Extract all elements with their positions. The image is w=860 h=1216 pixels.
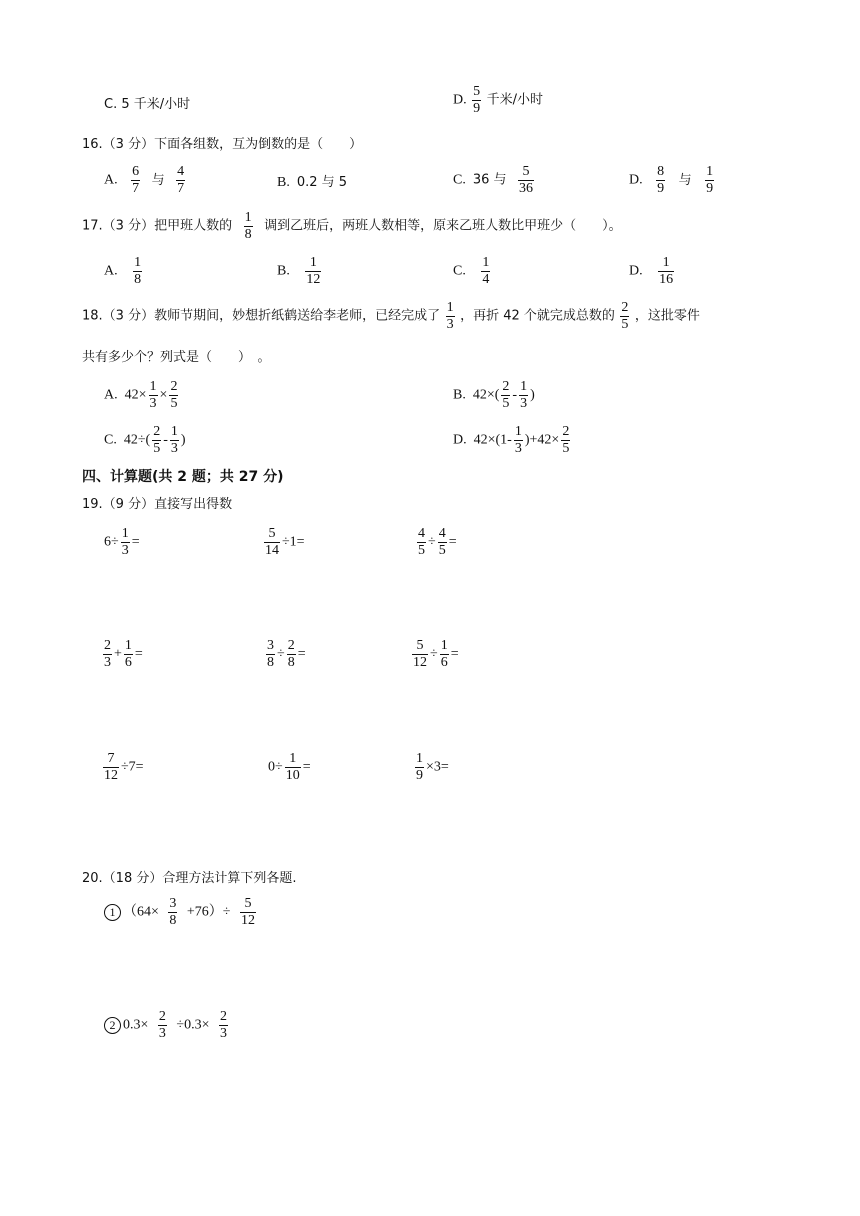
q17-stem: 17.（3 分）把甲班人数的 $\frac{1}{8}$ 调到乙班后，两班人数相等，原来乙班人数比甲班少（ ）。 [82,210,622,242]
q19-expr-2: $\frac{5}{14}$ ÷1= [265,526,305,558]
q18-stem: 18.（3 分）教师节期间，妙想折纸鹤送给李老师，已经完成了 $\frac{1}{3}$ ，再折 42 个就完成总数的 $\frac{2}{5}$ ，这批零件 [82,300,700,332]
q16-option-a: A. $\frac{6}{7}$ 与 $\frac{4}{7}$ [104,164,185,196]
circled-number: 2 [104,1017,121,1034]
q15-option-d [453,84,543,117]
q15-option-d-unit: 千米/小时 [486,92,544,108]
q15-option-c: C. 5 千米/小时 [104,97,191,112]
q17-option-b: B. $\frac{1}{12}$ [277,255,321,287]
q17-option-d: D. $\frac{1}{16}$ [629,255,674,287]
q20-part-1: 1 （64× $\frac{3}{8}$ +76）÷ $\frac{5}{12}$ [104,896,258,929]
q19-expr-5: $\frac{3}{8}$ ÷ $\frac{2}{8}$ = [267,638,306,670]
q17-option-c: C. $\frac{1}{4}$ [453,255,490,287]
q19-expr-3: $\frac{4}{5}$ ÷ $\frac{4}{5}$ = [418,526,457,558]
q19-expr-4: $\frac{2}{3}$ + $\frac{1}{6}$ = [104,638,143,670]
q20-stem: 20.（18 分）合理方法计算下列各题. [82,871,297,886]
q20-part-2: 2 0.3× $\frac{2}{3}$ ÷0.3× $\frac{2}{3}$ [104,1009,230,1042]
q18-option-c: C. 42÷( $\frac{2}{5}$ - $\frac{1}{3}$ ) [104,424,186,456]
q18-option-a: A. 42× $\frac{1}{3}$ × $\frac{2}{5}$ [104,379,178,411]
q15-option-d-label: D. [453,92,467,108]
q19-expr-9: $\frac{1}{9}$ ×3= [416,751,449,783]
section-heading: 四、计算题(共 2 题；共 27 分) [82,469,284,485]
q19-expr-8: 0÷ $\frac{1}{10}$ = [268,751,311,783]
q19-expr-1: 6÷ $\frac{1}{3}$ = [104,526,140,558]
q18-option-b: B. 42×( $\frac{2}{5}$ - $\frac{1}{3}$ ) [453,379,535,411]
q18-option-d: D. 42×(1- $\frac{1}{3}$ )+42× $\frac{2}{5}$ [453,424,570,456]
q18-stem-line2: 共有多少个？列式是（ ） 。 [82,350,271,365]
q16-option-c: C. 36 与 $\frac{5}{36}$ [453,164,534,196]
q19-expr-6: $\frac{5}{12}$ ÷ $\frac{1}{6}$ = [413,638,459,670]
circled-number: 1 [104,904,121,921]
q19-stem: 19.（9 分）直接写出得数 [82,497,233,512]
q16-stem: 16.（3 分）下面各组数，互为倒数的是（ ） [82,137,363,152]
q16-option-d: D. $\frac{8}{9}$ 与 $\frac{1}{9}$ [629,164,714,196]
fraction: $\frac{5}{9}$ [473,84,481,116]
q16-option-b: B. 0.2 与 5 [277,175,348,190]
q17-option-a: A. $\frac{1}{8}$ [104,255,142,287]
q19-expr-7: $\frac{7}{12}$ ÷7= [104,751,144,783]
